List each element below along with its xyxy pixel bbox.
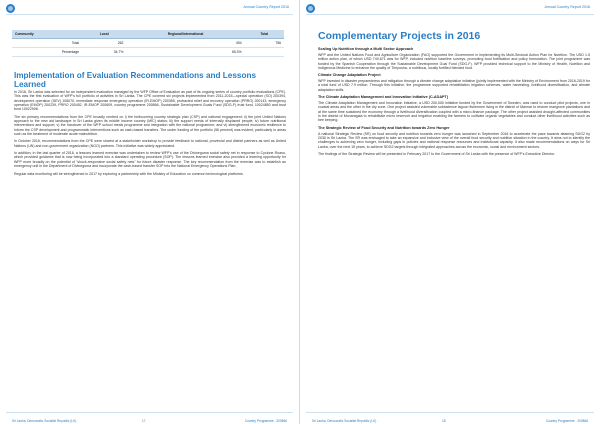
- table-row: [12, 39, 284, 48]
- running-head: Annual Country Report 2016: [544, 5, 590, 9]
- footer-divider: [306, 412, 594, 413]
- header-divider: [6, 14, 293, 15]
- subheading: The Strategic Review of Food Security and Nutrition towards Zero Hunger: [318, 125, 450, 130]
- paragraph: WFP invested in disaster preparedness and mitigation through a climate change adaptation initiative (jointly implemented with the Ministry of Environment from 2016-2019 for a total fund of USD 7.9 million. Through this initiative, the programme supported rehabilitation irrigation schemes, water harvesting, livelihood diversification, and climate adaptation skills.: [318, 79, 591, 92]
- table-cell: 756: [245, 39, 284, 48]
- table-header-cell: Local: [82, 30, 126, 39]
- footer-divider: [6, 412, 293, 413]
- paragraph: In addition, in the last quarter of 2016, a lessons learned exercise was undertaken to review WFP's use of the Divineguma social safety net in response to Cyclone Roanu, which provided guidance that is now being incorporated into a standard operating procedure (SOP). The lessons learned exercise also provided a learning opportunity for WFP more broadly on the potential of "shock-responsive social safety nets" for future disaster response. The key recommendation from the exercise was to establish an emergency unit in the Department of Divineguma and incorporate the cash-based transfer SOP into the National Emergency Operations Plan.: [14, 151, 286, 169]
- table-cell: Percentage: [12, 48, 82, 57]
- page-number: 17: [142, 419, 146, 423]
- table-cell: [245, 48, 284, 57]
- table-cell: 262: [82, 39, 126, 48]
- subheading: Climate Change Adaptation Project: [318, 73, 381, 78]
- subheading: Scaling Up Nutrition through a Multi Sector Approach: [318, 47, 414, 51]
- table-cell: Total: [12, 39, 82, 48]
- running-head: Annual Country Report 2016: [243, 5, 289, 9]
- subheading: The Climate Adaptation Management and Innovation Initiative (C-ADAPT): [318, 95, 449, 100]
- footer-programme: Country Programme - 200866: [545, 419, 588, 423]
- table-header-row: [12, 30, 284, 39]
- footer-country: Sri Lanka, Democratic Socialist Republic (LK): [312, 419, 377, 423]
- paragraph: The findings of the Strategic Review will be presented in February 2017 to the Government of Sri Lanka with the presence of WFP's Executive Director.: [318, 151, 556, 156]
- section-title: Implementation of Evaluation Recommendations and Lessons Learned: [14, 71, 257, 89]
- table-header-cell: Regional/international: [126, 30, 244, 39]
- table-row: [12, 48, 284, 57]
- paragraph: In October 2016, recommendations from the CPE were shared at a stakeholder workshop to provide feedback to national, provincial and district partners as well as United Nations (UN) and non-government organization (NGO) partners. This initiative was widely appreciated.: [14, 139, 286, 148]
- table-cell: 34.7%: [82, 48, 126, 57]
- footer-country: Sri Lanka, Democratic Socialist Republic (LK): [12, 419, 77, 423]
- section-title: Complementary Projects in 2016: [318, 30, 481, 42]
- paragraph: Regular data monitoring will be strengthened in 2017 by exploring a partnership with the Ministry of Education on common technological platforms.: [14, 171, 244, 176]
- wfp-logo-icon: [306, 4, 315, 13]
- wfp-logo-icon: [6, 4, 15, 13]
- paragraph: A national Strategic Review (SR) on food security and nutrition towards zero hunger was launched in September 2016 to accelerate the pace towards attaining SDG2 by 2030 in Sri Lanka. The SR was envisaged to take an expansive and inclusive view of the overall food security and nutrition situation in the country. It aims not to identify the challenges to achieving zero hunger, including gaps in policies and national response resources and institutional capacity. It also made recommendations on ways for Sri Lanka, over the next 15 years, to achieve SDG2 targets through integrated approaches across the economic, social and environment sectors.: [318, 131, 590, 149]
- paragraph: WFP and the United Nations Food and Agriculture Organization (FAO) supported the Government in implementing its Multi-Sectoral Action Plan for Nutrition. The USD 1.5 million action plan, of which USD 749,671 was for WFP, included nutrition baseline surveys, promoting food fortification and policy formulation. The joint programme was funded by the Spanish Cooperation through the Sustainable Development Goal Fund (SDG-F). WFP provided technical support to the Ministry of Health, Nutrition and Indigenous Medicine to enhance the quality of Thriposha, a nutritious, locally fortified blended food.: [318, 52, 590, 70]
- table-header-cell: Total: [245, 30, 284, 39]
- table-cell: 494: [126, 39, 244, 48]
- paragraph: The Climate Adaptation Management and Innovation Initiative, a USD 200,000 initiative funded by the Government of Sweden, was used to conduct pilot projects, one in coastal areas and the other in the dry zone. One project assisted vulnerable subsistence lagoon fishermen living in the district of Mannar to restore mangrove plantations and at the same time sustained the economy through a livelihood diversification coupled with a micro-finance package. The other project assisted drought-affected communities in the district of Monaragala to rehabilitate micro reservoir and irrigation enabling the farmers to cultivate organic vegetables and conduct other livelihood activities such as bee keeping.: [318, 100, 590, 123]
- paragraph: The six primary recommendations from the CPE broadly centred on i) the forthcoming country strategic plan (CSP) and national engagement; ii) the joint United Nations approach to the new aid landscape in Sri Lanka given its middle income country (MIC) status; iii) the support needs of internally displaced people; iv) future nutritional interventions and support; v) the handover of the WFP school meals programme and integration with the national programme; and vi) strengthened economic resilience to inform the CSP development and programmatic interventions such as cash-based transfers. The under funding of the portfolio (56 percent) was evident, particularly in areas such as the treatment of moderate acute malnutrition.: [14, 114, 286, 137]
- body-text: [318, 44, 590, 159]
- header-divider: [306, 14, 594, 15]
- footer-programme: Country Programme - 200866: [244, 419, 287, 423]
- table-header-cell: Community: [12, 30, 82, 39]
- body-text: [14, 90, 286, 179]
- page-number: 18: [442, 419, 446, 423]
- paragraph: In 2016, Sri Lanka was selected for an independent evaluation managed by the WFP Office of Evaluation as part of its ongoing series of country portfolio evaluations (CPE). This was the first evaluation of WFP's full portfolio of activities in Sri Lanka. The CPE covered six projects implemented from 2011-2015—special operation (SO) 200394, development operation (DEV) 106070, immediate response emergency operation (IR-EMOP) 200355, protracted relief and recovery operation (PRRO) 200143, emergency operation (EMOP) 200239, PRRO 200452, IR-EMOP 200609, country programme 200866, Sustainable Development Goals Fund (SDG-F) trust fund, 10024850 and trust fund 10022908.: [14, 90, 286, 112]
- beneficiary-table: [12, 30, 284, 57]
- table-cell: 65.3%: [126, 48, 244, 57]
